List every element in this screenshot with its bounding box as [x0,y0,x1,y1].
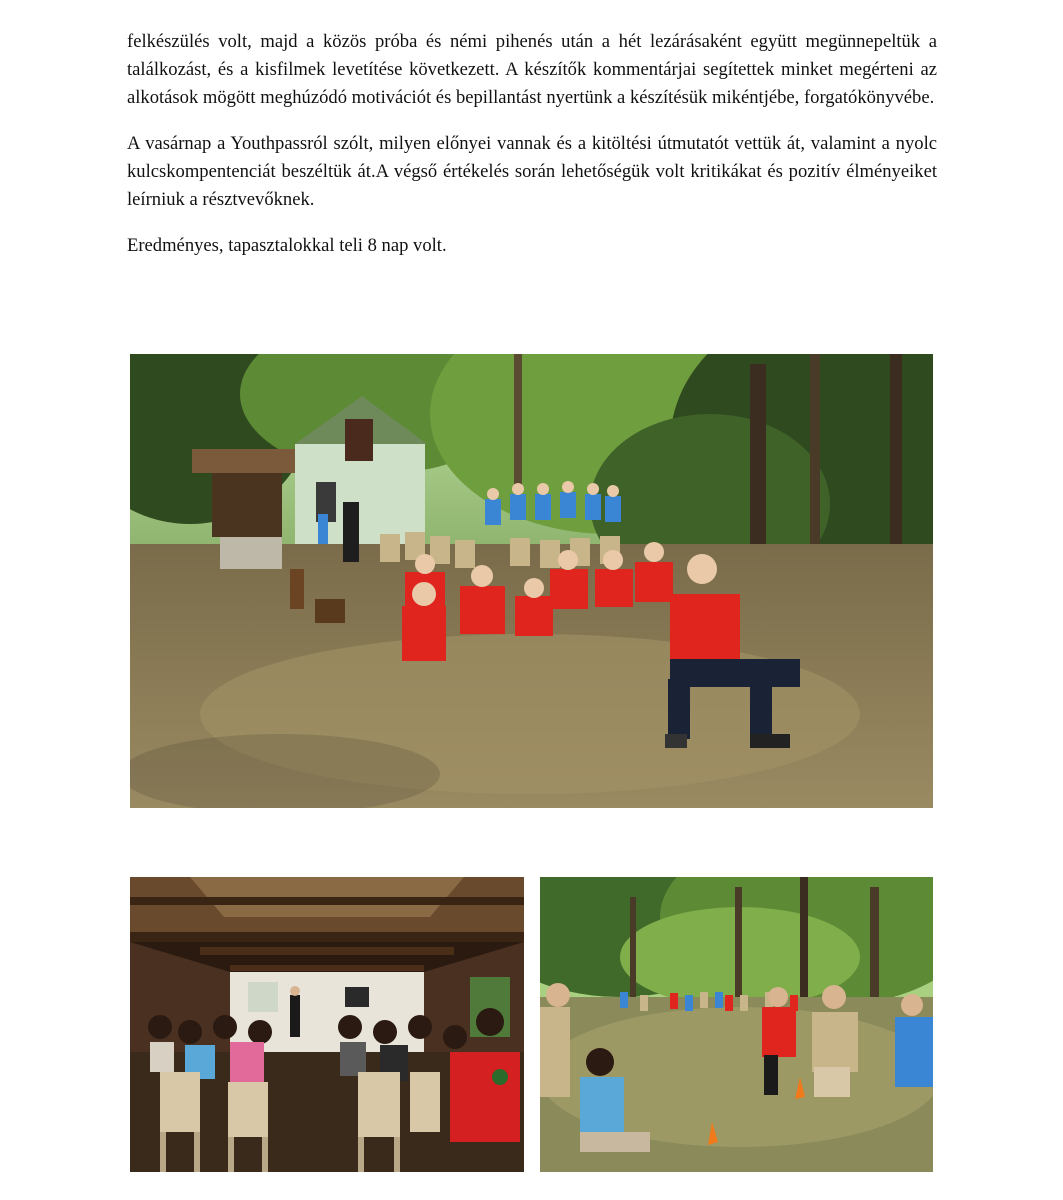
document-text [127,28,937,278]
paragraph-2: A vasárnap a Youthpassról szólt, milyen előnyei vannak és a kitöltési útmutatót vettük át, valamint a nyolc kulcskompentenciát beszéltük át.A végső értékelés során lehetőségük volt kritikákat és pozitív élményeiket leírniuk a résztvevőknek. [127,133,937,210]
paragraph-3: Eredményes, tapasztalokkal teli 8 nap volt. [127,235,447,256]
indoor-lecture-photo [130,877,524,1172]
group-photo-forest [130,354,933,808]
outdoor-activity-photo [540,877,933,1172]
paragraph-1: felkészülés volt, majd a közös próba és némi pihenés után a hét lezárásaként együtt megünnepeltük a találkozást, és a kisfilmek levetítése következett. A készítők kommentárjai segítettek minket megérteni az alkotások mögött meghúzódó motivációt és bepillantást nyertünk a készítésük mikéntjébe, forgatókönyvébe. [127,31,937,108]
